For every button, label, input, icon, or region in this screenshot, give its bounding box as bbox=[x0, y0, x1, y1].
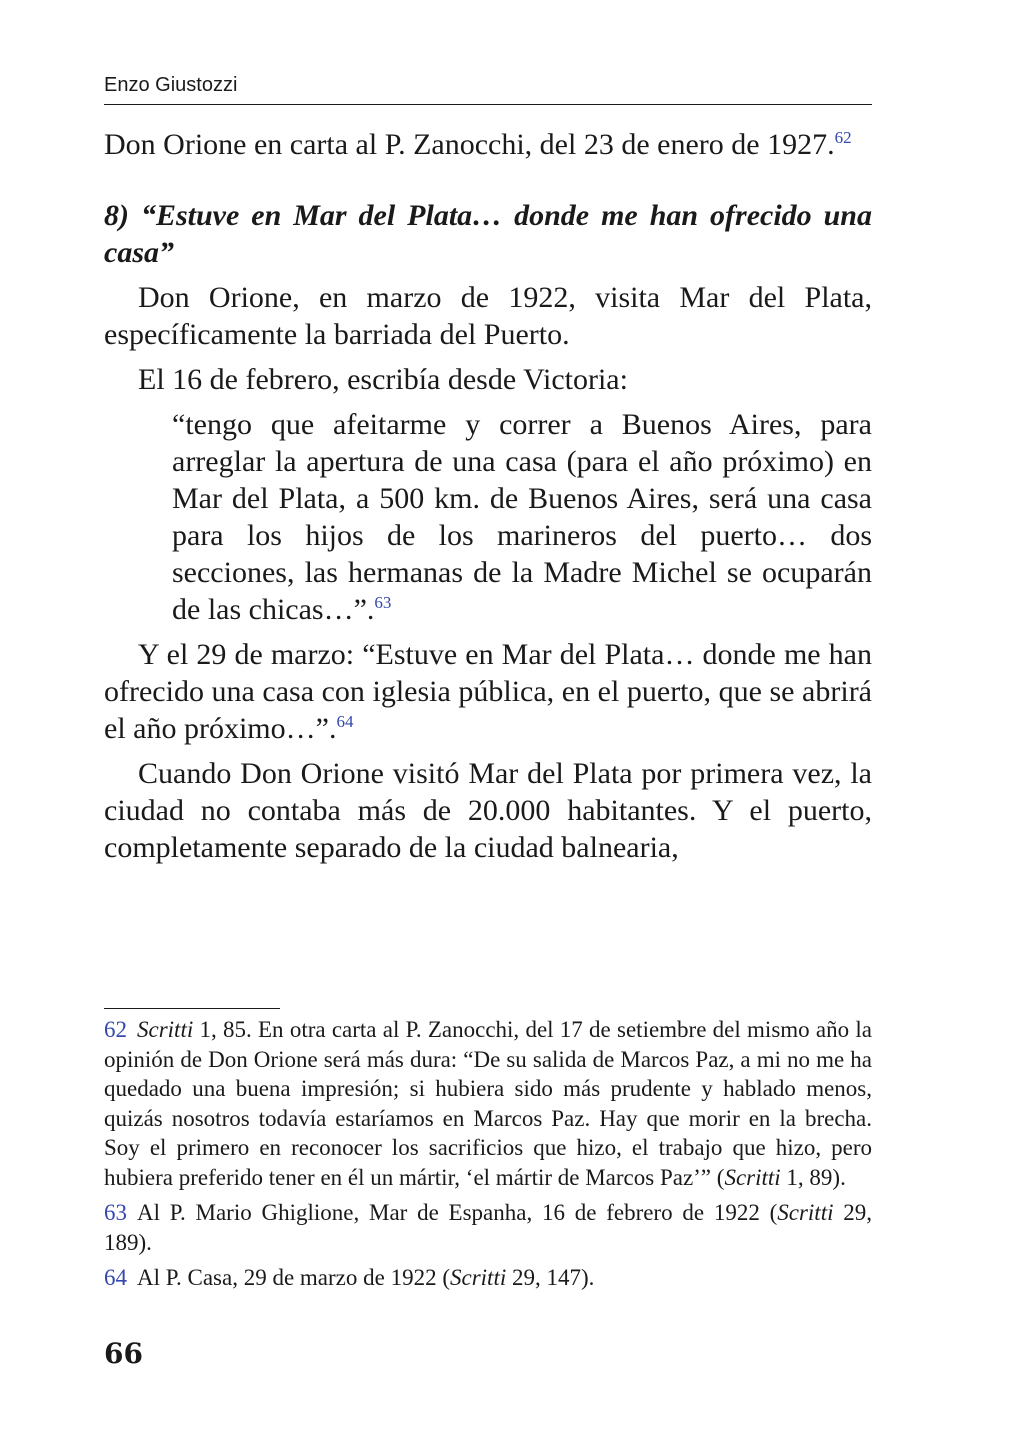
footnote-64 bbox=[104, 1263, 872, 1293]
paragraph-4 bbox=[104, 636, 872, 747]
footnote-italic: Scritti bbox=[450, 1265, 507, 1290]
page-number: 66 bbox=[104, 1337, 143, 1370]
footnote-text: 29, 189). bbox=[104, 1200, 872, 1255]
footnote-ref-63[interactable]: 63 bbox=[374, 593, 392, 612]
footnote-text: Al P. Casa, 29 de marzo de 1922 ( bbox=[137, 1265, 450, 1290]
footnote-italic: Scritti bbox=[137, 1017, 194, 1042]
footnotes bbox=[104, 1008, 872, 1299]
footnote-text: 1, 85. En otra carta al P. Zanocchi, del 17 de setiembre del mismo año la opinión de Don Orione será más dura: “De su salida de Marcos Paz, a mi no me ha quedado una buena impresión; si hubiera sido más prudente y hablado menos, quizás nosotros todavía estaríamos en Marcos Paz. Hay que morir en la brecha. Soy el primero en reconocer los sacrificios que hizo, el trabajo que hizo, pero hubiera preferido tener en él un mártir, ‘el mártir de Marcos Paz’” ( bbox=[104, 1017, 872, 1190]
footnote-text: Al P. Mario Ghiglione, Mar de Espanha, 16 de febrero de 1922 ( bbox=[137, 1200, 778, 1225]
paragraph-4-text: Y el 29 de marzo: “Estuve en Mar del Plata… donde me han ofrecido una casa con iglesia pública, en el puerto, que se abrirá el año próximo…”. bbox=[104, 638, 872, 745]
footnote-text: 1, 89). bbox=[780, 1164, 846, 1190]
paragraph-5: Cuando Don Orione visitó Mar del Plata por primera vez, la ciudad no contaba más de 20.000 habitantes. Y el puerto, completamente separado de la ciudad balnearia, bbox=[104, 757, 872, 864]
footnote-62 bbox=[104, 1015, 872, 1192]
footnote-italic: Scritti bbox=[724, 1164, 781, 1190]
footnote-text: 29, 147). bbox=[506, 1265, 595, 1290]
footnote-italic: Scritti bbox=[777, 1200, 834, 1225]
section-heading: 8) “Estuve en Mar del Plata… donde me han ofrecido una casa” bbox=[104, 199, 872, 269]
running-head-author: Enzo Giustozzi bbox=[104, 74, 872, 105]
paragraph-2: Don Orione, en marzo de 1922, visita Mar del Plata, específicamente la barriada del Puerto. bbox=[104, 281, 872, 351]
footnote-ref-62[interactable]: 62 bbox=[834, 128, 852, 147]
footnote-number[interactable]: 63 bbox=[104, 1200, 127, 1225]
main-text bbox=[104, 126, 872, 866]
block-quote bbox=[172, 406, 872, 628]
footnote-number[interactable]: 64 bbox=[104, 1265, 127, 1290]
footnote-ref-64[interactable]: 64 bbox=[336, 712, 354, 731]
block-quote-text: “tengo que afeitarme y correr a Buenos Aires, para arreglar la apertura de una casa (para el año próximo) en Mar del Plata, a 500 km. de Buenos Aires, será una casa para los hijos de los marineros del puerto… dos secciones, las hermanas de la Madre Michel se ocuparán de las chicas…”. bbox=[172, 408, 872, 626]
paragraph-1 bbox=[104, 126, 872, 163]
footnote-63 bbox=[104, 1198, 872, 1257]
paragraph-3: El 16 de febrero, escribía desde Victoria: bbox=[138, 363, 628, 396]
footnote-separator bbox=[104, 1008, 280, 1009]
footnote-number[interactable]: 62 bbox=[104, 1017, 127, 1042]
paragraph-1-text: Don Orione en carta al P. Zanocchi, del 23 de enero de 1927. bbox=[104, 128, 835, 161]
